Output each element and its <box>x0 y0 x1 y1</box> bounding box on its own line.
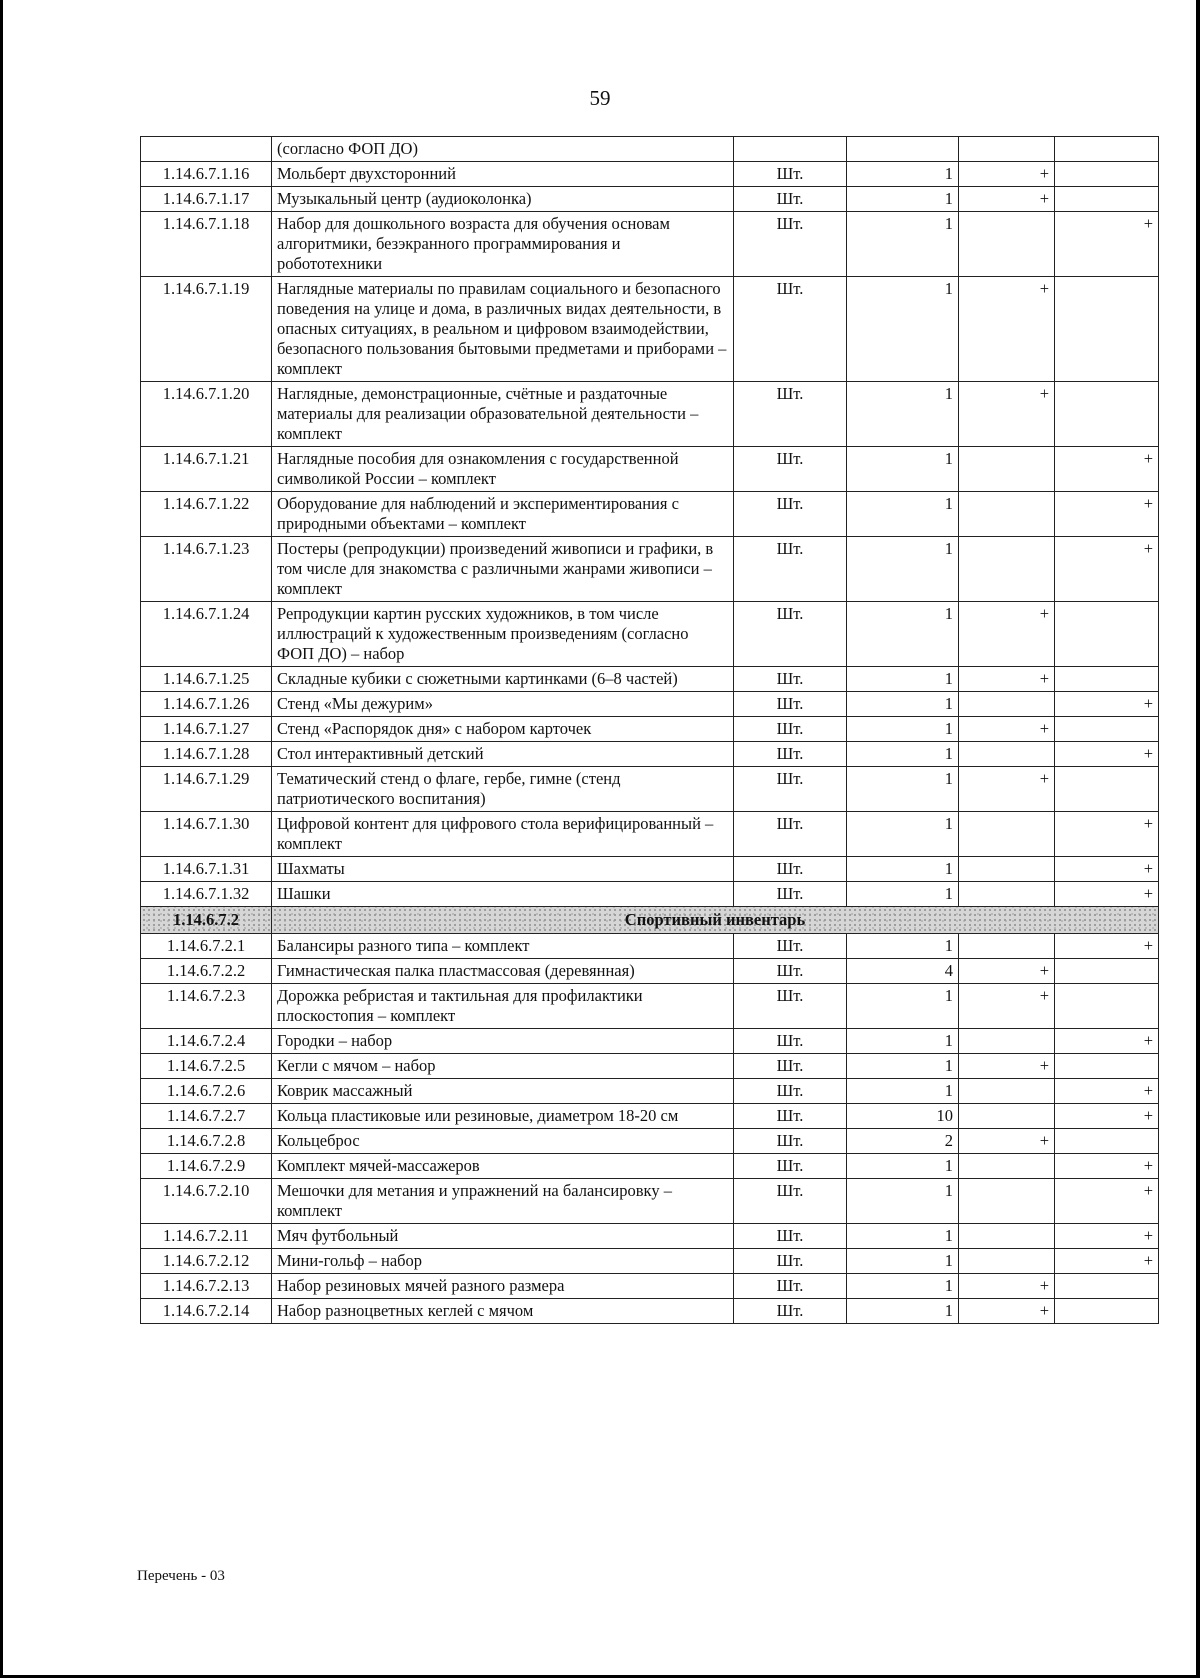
item-name: Набор для дошкольного возраста для обучения основам алгоритмики, безэкранного программирования и робототехники <box>272 212 734 277</box>
item-mark-col-b: + <box>1055 742 1159 767</box>
item-mark-col-a: + <box>959 717 1055 742</box>
item-quantity <box>847 137 959 162</box>
item-mark-col-b: + <box>1055 1079 1159 1104</box>
item-mark-col-b: + <box>1055 1249 1159 1274</box>
item-quantity: 1 <box>847 812 959 857</box>
item-code: 1.14.6.7.1.32 <box>141 882 272 907</box>
table-row <box>141 812 1159 857</box>
item-mark-col-b: + <box>1055 857 1159 882</box>
table-row <box>141 1274 1159 1299</box>
item-mark-col-a: + <box>959 767 1055 812</box>
scan-edge-right <box>1196 0 1200 1678</box>
item-quantity: 4 <box>847 959 959 984</box>
item-mark-col-a: + <box>959 959 1055 984</box>
item-code: 1.14.6.7.2.7 <box>141 1104 272 1129</box>
table-row <box>141 692 1159 717</box>
item-code: 1.14.6.7.2.1 <box>141 934 272 959</box>
table-row <box>141 959 1159 984</box>
item-unit: Шт. <box>734 882 847 907</box>
item-code: 1.14.6.7.2.11 <box>141 1224 272 1249</box>
item-quantity: 1 <box>847 934 959 959</box>
item-mark-col-a: + <box>959 667 1055 692</box>
table-row <box>141 1299 1159 1324</box>
item-quantity: 1 <box>847 447 959 492</box>
item-code: 1.14.6.7.1.23 <box>141 537 272 602</box>
item-unit: Шт. <box>734 277 847 382</box>
item-mark-col-b <box>1055 1299 1159 1324</box>
item-mark-col-a: + <box>959 1054 1055 1079</box>
item-quantity: 2 <box>847 1129 959 1154</box>
item-name: Набор разноцветных кеглей с мячом <box>272 1299 734 1324</box>
item-unit: Шт. <box>734 162 847 187</box>
item-unit: Шт. <box>734 692 847 717</box>
item-mark-col-b: + <box>1055 1224 1159 1249</box>
item-name: Репродукции картин русских художников, в том числе иллюстраций к художественным произведениям (согласно ФОП ДО) – набор <box>272 602 734 667</box>
item-unit: Шт. <box>734 1104 847 1129</box>
item-name: Дорожка ребристая и тактильная для профилактики плоскостопия – комплект <box>272 984 734 1029</box>
item-mark-col-a: + <box>959 277 1055 382</box>
item-code <box>141 137 272 162</box>
table-row <box>141 717 1159 742</box>
item-unit: Шт. <box>734 1129 847 1154</box>
item-mark-col-b <box>1055 1129 1159 1154</box>
item-unit: Шт. <box>734 1249 847 1274</box>
item-unit: Шт. <box>734 187 847 212</box>
item-mark-col-b: + <box>1055 692 1159 717</box>
item-code: 1.14.6.7.2.5 <box>141 1054 272 1079</box>
item-mark-col-b <box>1055 984 1159 1029</box>
item-quantity: 1 <box>847 667 959 692</box>
item-code: 1.14.6.7.1.27 <box>141 717 272 742</box>
item-code: 1.14.6.7.1.29 <box>141 767 272 812</box>
table-row <box>141 382 1159 447</box>
item-name: Стенд «Распорядок дня» с набором карточек <box>272 717 734 742</box>
item-mark-col-b: + <box>1055 212 1159 277</box>
item-unit <box>734 137 847 162</box>
item-code: 1.14.6.7.1.25 <box>141 667 272 692</box>
item-code: 1.14.6.7.2.6 <box>141 1079 272 1104</box>
item-mark-col-a <box>959 537 1055 602</box>
item-code: 1.14.6.7.2.13 <box>141 1274 272 1299</box>
item-mark-col-b <box>1055 767 1159 812</box>
item-unit: Шт. <box>734 959 847 984</box>
item-mark-col-a <box>959 692 1055 717</box>
table-row <box>141 187 1159 212</box>
item-unit: Шт. <box>734 1299 847 1324</box>
item-mark-col-a: + <box>959 1129 1055 1154</box>
item-mark-col-a <box>959 1224 1055 1249</box>
item-name: Коврик массажный <box>272 1079 734 1104</box>
table-row <box>141 767 1159 812</box>
item-name: Постеры (репродукции) произведений живописи и графики, в том числе для знакомства с различными жанрами живописи – комплект <box>272 537 734 602</box>
item-name: Наглядные материалы по правилам социального и безопасного поведения на улице и дома, в различных видах деятельности, в опасных ситуациях, в реальном и цифровом взаимодействии, безопасного пользования бытовыми предметами и приборами – комплект <box>272 277 734 382</box>
item-unit: Шт. <box>734 212 847 277</box>
table-row <box>141 277 1159 382</box>
scan-edge-left <box>0 0 3 1678</box>
table-row <box>141 667 1159 692</box>
item-name: Мини-гольф – набор <box>272 1249 734 1274</box>
item-name: Набор резиновых мячей разного размера <box>272 1274 734 1299</box>
item-unit: Шт. <box>734 602 847 667</box>
item-code: 1.14.6.7.1.20 <box>141 382 272 447</box>
item-quantity: 1 <box>847 1079 959 1104</box>
item-name: Мешочки для метания и упражнений на балансировку – комплект <box>272 1179 734 1224</box>
item-mark-col-b: + <box>1055 1154 1159 1179</box>
table-row <box>141 1129 1159 1154</box>
item-mark-col-b <box>1055 667 1159 692</box>
item-quantity: 1 <box>847 212 959 277</box>
item-unit: Шт. <box>734 1179 847 1224</box>
item-mark-col-a: + <box>959 187 1055 212</box>
item-mark-col-b: + <box>1055 934 1159 959</box>
item-mark-col-a <box>959 137 1055 162</box>
item-quantity: 1 <box>847 857 959 882</box>
table-body <box>141 137 1159 1324</box>
item-name: Тематический стенд о флаге, гербе, гимне (стенд патриотического воспитания) <box>272 767 734 812</box>
item-code: 1.14.6.7.2.2 <box>141 959 272 984</box>
item-quantity: 1 <box>847 1054 959 1079</box>
item-quantity: 1 <box>847 187 959 212</box>
item-code: 1.14.6.7.1.26 <box>141 692 272 717</box>
table-row <box>141 492 1159 537</box>
item-unit: Шт. <box>734 767 847 812</box>
item-mark-col-b <box>1055 1054 1159 1079</box>
item-quantity: 1 <box>847 277 959 382</box>
item-mark-col-b <box>1055 959 1159 984</box>
item-name: Кольца пластиковые или резиновые, диаметром 18-20 см <box>272 1104 734 1129</box>
item-mark-col-b: + <box>1055 1179 1159 1224</box>
item-name: Шахматы <box>272 857 734 882</box>
item-unit: Шт. <box>734 382 847 447</box>
item-mark-col-b: + <box>1055 537 1159 602</box>
item-name: Складные кубики с сюжетными картинками (6–8 частей) <box>272 667 734 692</box>
item-unit: Шт. <box>734 1224 847 1249</box>
item-quantity: 1 <box>847 537 959 602</box>
item-unit: Шт. <box>734 742 847 767</box>
item-code: 1.14.6.7.1.18 <box>141 212 272 277</box>
item-unit: Шт. <box>734 1029 847 1054</box>
item-mark-col-a <box>959 812 1055 857</box>
item-mark-col-b: + <box>1055 1104 1159 1129</box>
item-mark-col-b: + <box>1055 882 1159 907</box>
item-name: Комплект мячей-массажеров <box>272 1154 734 1179</box>
item-name: Цифровой контент для цифрового стола верифицированный – комплект <box>272 812 734 857</box>
item-quantity: 1 <box>847 492 959 537</box>
item-name: Кегли с мячом – набор <box>272 1054 734 1079</box>
table-row <box>141 212 1159 277</box>
table-row <box>141 602 1159 667</box>
item-unit: Шт. <box>734 492 847 537</box>
item-mark-col-a <box>959 1029 1055 1054</box>
item-code: 1.14.6.7.1.19 <box>141 277 272 382</box>
item-code: 1.14.6.7.1.17 <box>141 187 272 212</box>
item-mark-col-a <box>959 742 1055 767</box>
item-name: Наглядные, демонстрационные, счётные и раздаточные материалы для реализации образовательной деятельности – комплект <box>272 382 734 447</box>
page-footer: Перечень - 03 <box>137 1568 225 1584</box>
table-row <box>141 882 1159 907</box>
item-unit: Шт. <box>734 1274 847 1299</box>
item-mark-col-a: + <box>959 1299 1055 1324</box>
item-mark-col-b: + <box>1055 492 1159 537</box>
item-mark-col-a <box>959 857 1055 882</box>
table-row <box>141 537 1159 602</box>
equipment-table <box>140 136 1159 1324</box>
item-mark-col-a: + <box>959 162 1055 187</box>
item-quantity: 1 <box>847 742 959 767</box>
item-quantity: 1 <box>847 1274 959 1299</box>
item-mark-col-a: + <box>959 602 1055 667</box>
item-unit: Шт. <box>734 857 847 882</box>
item-quantity: 1 <box>847 1249 959 1274</box>
item-unit: Шт. <box>734 812 847 857</box>
item-code: 1.14.6.7.2.10 <box>141 1179 272 1224</box>
item-code: 1.14.6.7.1.16 <box>141 162 272 187</box>
item-quantity: 1 <box>847 162 959 187</box>
table-row <box>141 1104 1159 1129</box>
item-mark-col-b <box>1055 717 1159 742</box>
item-code: 1.14.6.7.2.12 <box>141 1249 272 1274</box>
item-mark-col-b <box>1055 162 1159 187</box>
item-quantity: 1 <box>847 984 959 1029</box>
table-row <box>141 1179 1159 1224</box>
item-code: 1.14.6.7.1.24 <box>141 602 272 667</box>
item-mark-col-a <box>959 212 1055 277</box>
table-row <box>141 857 1159 882</box>
table-row <box>141 1079 1159 1104</box>
item-code: 1.14.6.7.2.3 <box>141 984 272 1029</box>
item-mark-col-a <box>959 1104 1055 1129</box>
item-quantity: 1 <box>847 1154 959 1179</box>
item-mark-col-b <box>1055 1274 1159 1299</box>
item-name: Стенд «Мы дежурим» <box>272 692 734 717</box>
item-mark-col-a <box>959 1249 1055 1274</box>
item-code: 1.14.6.7.2.8 <box>141 1129 272 1154</box>
item-quantity: 1 <box>847 1299 959 1324</box>
page-number: 59 <box>589 86 611 110</box>
item-mark-col-b: + <box>1055 447 1159 492</box>
section-code: 1.14.6.7.2 <box>141 907 272 934</box>
item-name: Городки – набор <box>272 1029 734 1054</box>
item-mark-col-a <box>959 882 1055 907</box>
item-mark-col-a <box>959 1154 1055 1179</box>
table-row <box>141 742 1159 767</box>
table-row <box>141 1029 1159 1054</box>
item-mark-col-b: + <box>1055 1029 1159 1054</box>
item-name: Музыкальный центр (аудиоколонка) <box>272 187 734 212</box>
item-unit: Шт. <box>734 984 847 1029</box>
item-name: Шашки <box>272 882 734 907</box>
item-mark-col-a <box>959 492 1055 537</box>
item-mark-col-a <box>959 447 1055 492</box>
item-unit: Шт. <box>734 447 847 492</box>
item-unit: Шт. <box>734 1054 847 1079</box>
item-quantity: 1 <box>847 882 959 907</box>
table-row <box>141 1154 1159 1179</box>
section-title: Спортивный инвентарь <box>272 907 1159 934</box>
item-mark-col-b <box>1055 187 1159 212</box>
item-code: 1.14.6.7.2.9 <box>141 1154 272 1179</box>
item-unit: Шт. <box>734 1154 847 1179</box>
table-row <box>141 934 1159 959</box>
item-unit: Шт. <box>734 934 847 959</box>
table-row <box>141 447 1159 492</box>
item-code: 1.14.6.7.1.30 <box>141 812 272 857</box>
item-mark-col-b: + <box>1055 812 1159 857</box>
item-name: Мольберт двухсторонний <box>272 162 734 187</box>
table-row <box>141 1224 1159 1249</box>
item-unit: Шт. <box>734 537 847 602</box>
item-mark-col-b <box>1055 277 1159 382</box>
item-name: Кольцеброс <box>272 1129 734 1154</box>
item-mark-col-a: + <box>959 1274 1055 1299</box>
item-mark-col-a <box>959 1179 1055 1224</box>
item-name: Мяч футбольный <box>272 1224 734 1249</box>
item-name: Гимнастическая палка пластмассовая (деревянная) <box>272 959 734 984</box>
item-code: 1.14.6.7.1.21 <box>141 447 272 492</box>
item-mark-col-a <box>959 1079 1055 1104</box>
table-row <box>141 1249 1159 1274</box>
item-quantity: 1 <box>847 717 959 742</box>
item-quantity: 1 <box>847 767 959 812</box>
item-quantity: 1 <box>847 1029 959 1054</box>
item-code: 1.14.6.7.2.4 <box>141 1029 272 1054</box>
item-quantity: 10 <box>847 1104 959 1129</box>
item-unit: Шт. <box>734 667 847 692</box>
item-mark-col-b <box>1055 382 1159 447</box>
item-quantity: 1 <box>847 1179 959 1224</box>
item-unit: Шт. <box>734 1079 847 1104</box>
item-mark-col-b <box>1055 602 1159 667</box>
item-code: 1.14.6.7.1.31 <box>141 857 272 882</box>
item-name: Стол интерактивный детский <box>272 742 734 767</box>
item-quantity: 1 <box>847 692 959 717</box>
item-mark-col-a <box>959 934 1055 959</box>
item-code: 1.14.6.7.2.14 <box>141 1299 272 1324</box>
item-mark-col-a: + <box>959 382 1055 447</box>
section-row <box>141 907 1159 934</box>
item-name: Балансиры разного типа – комплект <box>272 934 734 959</box>
item-name: Наглядные пособия для ознакомления с государственной символикой России – комплект <box>272 447 734 492</box>
item-mark-col-a: + <box>959 984 1055 1029</box>
item-code: 1.14.6.7.1.28 <box>141 742 272 767</box>
item-unit: Шт. <box>734 717 847 742</box>
table-row <box>141 162 1159 187</box>
item-quantity: 1 <box>847 1224 959 1249</box>
item-code: 1.14.6.7.1.22 <box>141 492 272 537</box>
table-row <box>141 1054 1159 1079</box>
item-quantity: 1 <box>847 382 959 447</box>
table-row <box>141 137 1159 162</box>
table-row <box>141 984 1159 1029</box>
item-name: Оборудование для наблюдений и экспериментирования с природными объектами – комплект <box>272 492 734 537</box>
item-mark-col-b <box>1055 137 1159 162</box>
item-name: (согласно ФОП ДО) <box>272 137 734 162</box>
item-quantity: 1 <box>847 602 959 667</box>
